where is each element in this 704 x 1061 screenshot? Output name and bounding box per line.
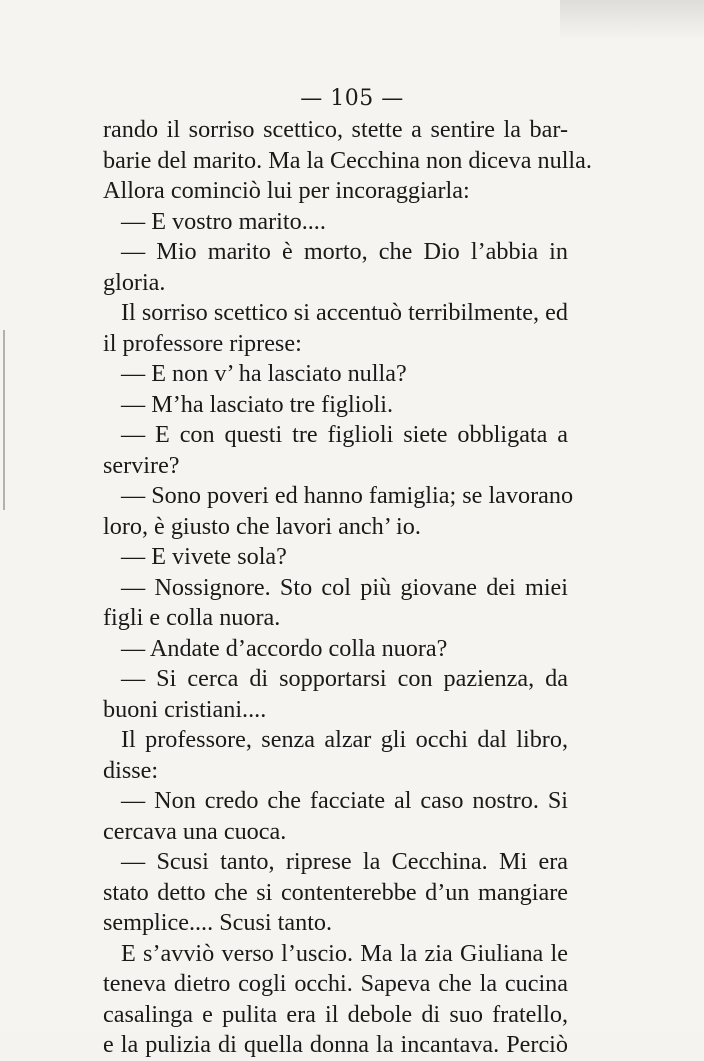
text-line: E s’avviò verso l’uscio. Ma la zia Giuliana le [121,939,568,967]
text-line: — Sono poveri ed hanno famiglia; se lavorano [121,482,574,509]
text-line: — E vivete sola? [121,543,287,570]
text-line: Allora cominciò lui per incoraggiarla: [103,177,470,204]
text-line: — E non v’ ha lasciato nulla? [121,360,407,387]
body-text [103,115,592,1061]
text-line: semplice.... Scusi tanto. [103,909,333,936]
text-line: il professore riprese: [103,329,302,357]
text-line: — Mio marito è morto, che Dio l’abbia in [121,238,568,265]
text-line: barie del marito. Ma la Cecchina non diceva nulla. [103,146,592,174]
page-number: — 105 — [300,86,404,111]
text-line: — E con questi tre figlioli siete obbligata a [121,421,568,448]
text-line: buoni cristiani.... [103,695,267,723]
text-line: Il professore, senza alzar gli occhi dal libro, [121,726,568,753]
text-line: loro, è giusto che lavori anch’ io. [103,512,421,540]
text-line: — Si cerca di sopportarsi con pazienza, da [121,665,568,692]
text-line: e la pulizia di quella donna la incantava. Perciò [103,1031,568,1058]
text-line: teneva dietro cogli occhi. Sapeva che la cucina [103,970,568,997]
text-line: disse: [103,756,159,784]
text-line: gloria. [103,268,166,296]
text-line: rando il sorriso scettico, stette a sentire la bar- [103,116,568,143]
text-line: servire? [103,451,180,479]
text-line: Il sorriso scettico si accentuò terribilmente, ed [121,299,568,326]
text-line: casalinga e pulita era il debole di suo fratello, [103,1000,568,1028]
text-line: — Nossignore. Sto col più giovane dei miei [121,573,568,601]
text-line: cercava una cuoca. [103,817,287,845]
text-line: — Non credo che facciate al caso nostro. Si [121,787,568,814]
text-line: — M’ha lasciato tre figlioli. [121,390,394,418]
text-line: — Andate d’accordo colla nuora? [121,634,448,662]
text-line: stato detto che si contenterebbe d’un mangiare [103,878,568,906]
binding-edge-mark [3,330,5,510]
paper-smudge [560,0,704,40]
text-line: — Scusi tanto, riprese la Cecchina. Mi era [121,848,568,875]
text-line: figli e colla nuora. [103,604,281,631]
text-line: — E vostro marito.... [121,207,326,235]
